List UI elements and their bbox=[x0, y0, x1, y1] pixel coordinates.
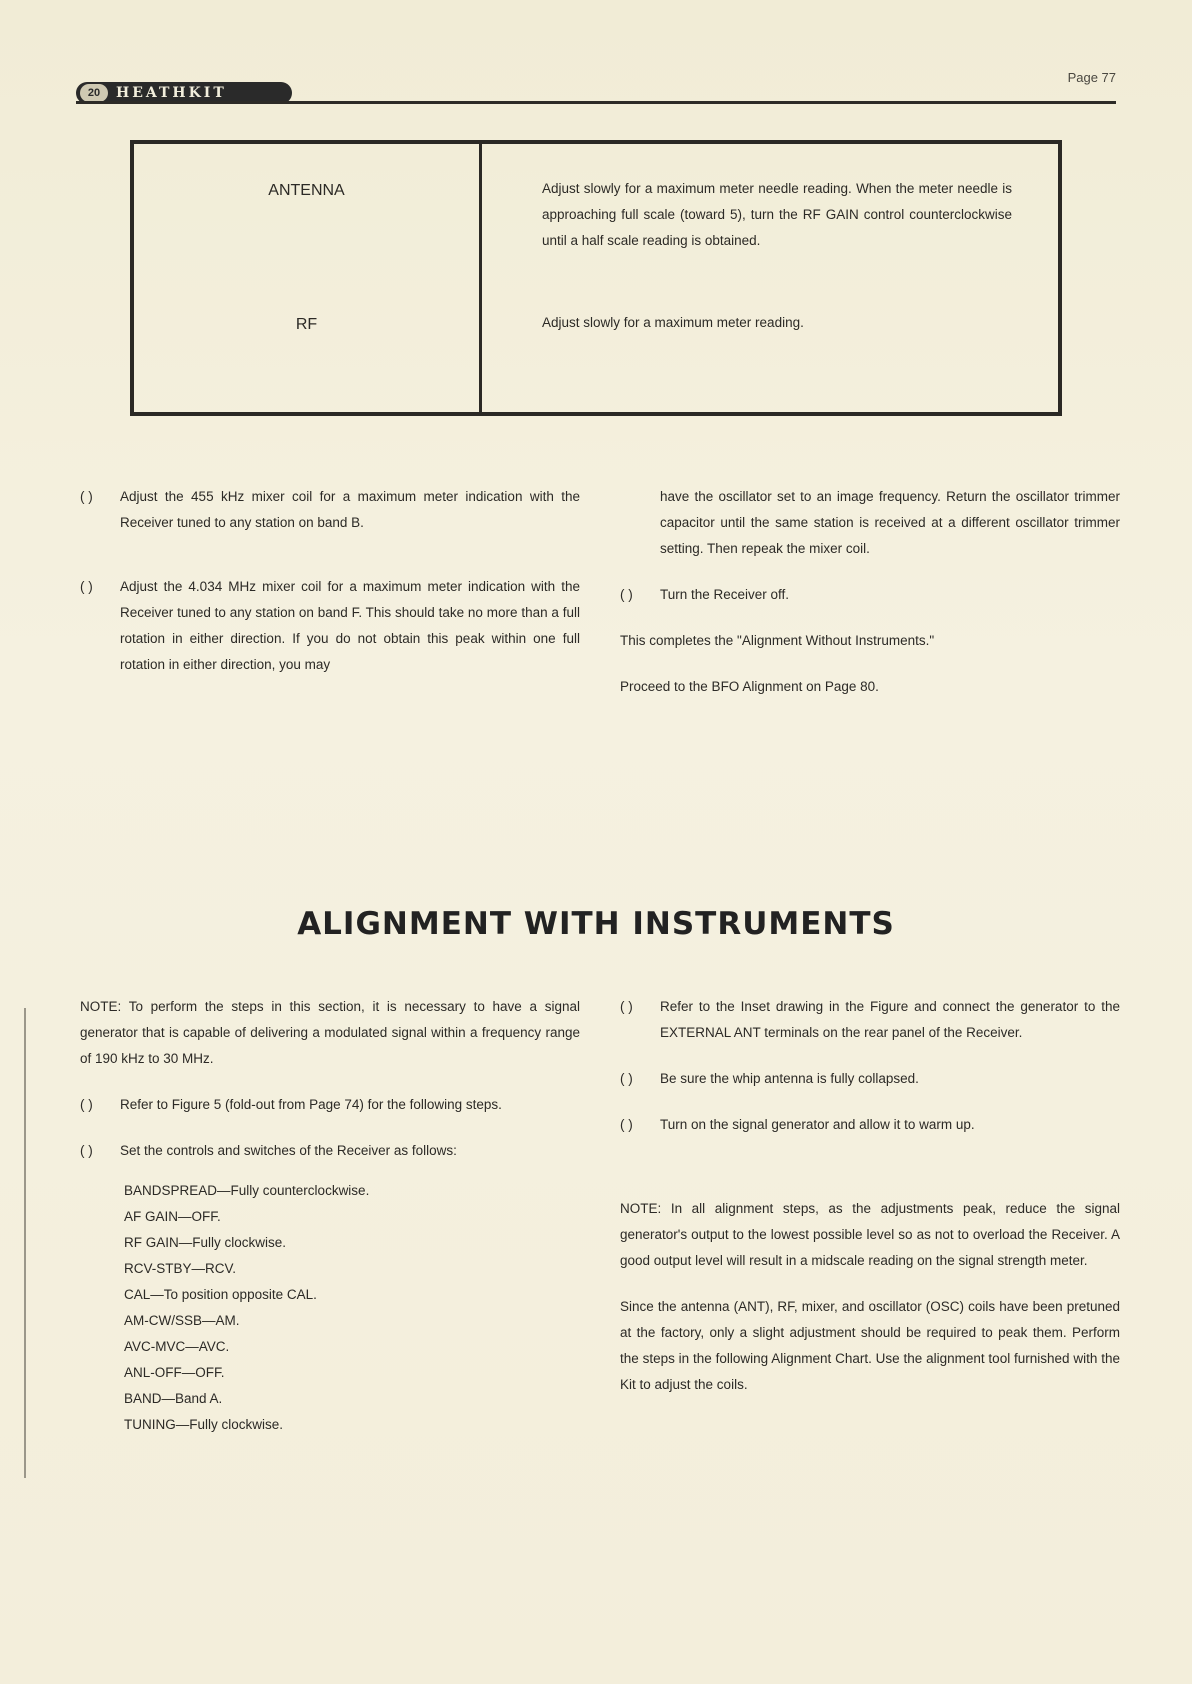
lower-right-column bbox=[620, 994, 1120, 1418]
completion-text: This completes the "Alignment Without Instruments." bbox=[620, 633, 935, 648]
step-text: Refer to Figure 5 (fold-out from Page 74) for the following steps. bbox=[120, 1097, 502, 1112]
checkbox[interactable]: ( ) bbox=[620, 1071, 633, 1086]
step-item bbox=[620, 582, 1120, 608]
note-text: NOTE: To perform the steps in this section, it is necessary to have a signal generator that is capable of delivering a modulated signal within a frequency range of 190 kHz to 30 MHz. bbox=[80, 999, 580, 1066]
checkbox[interactable]: ( ) bbox=[620, 587, 633, 602]
control-setting: ANL-OFF—OFF. bbox=[124, 1365, 225, 1380]
upper-right-column bbox=[620, 484, 1120, 720]
control-setting: BANDSPREAD—Fully counterclockwise. bbox=[124, 1183, 370, 1198]
table-divider bbox=[479, 144, 482, 412]
control-setting: AF GAIN—OFF. bbox=[124, 1209, 221, 1224]
table-row-label: RF bbox=[295, 316, 318, 333]
section-title: ALIGNMENT WITH INSTRUMENTS bbox=[297, 906, 895, 942]
control-setting: BAND—Band A. bbox=[124, 1391, 223, 1406]
checkbox[interactable]: ( ) bbox=[620, 999, 633, 1014]
step-item bbox=[620, 1112, 1120, 1138]
step-text: Set the controls and switches of the Receiver as follows: bbox=[120, 1143, 457, 1158]
note-text: NOTE: In all alignment steps, as the adjustments peak, reduce the signal generator's output to the lowest possible level so as not to overload the Receiver. A good output level will result in a midscale reading on the signal strength meter. bbox=[620, 1201, 1120, 1268]
header-rule bbox=[76, 101, 1116, 104]
step-text: Turn on the signal generator and allow it to warm up. bbox=[660, 1117, 975, 1132]
step-item bbox=[80, 1092, 580, 1118]
proceed-text: Proceed to the BFO Alignment on Page 80. bbox=[620, 679, 879, 694]
alignment-table bbox=[130, 140, 1062, 416]
instruction-paragraph: Since the antenna (ANT), RF, mixer, and oscillator (OSC) coils have been pretuned at the factory, only a slight adjustment should be required to peak them. Perform the steps in the following Alignment Chart. Use the alignment tool furnished with the Kit to adjust the coils. bbox=[620, 1299, 1120, 1392]
control-setting: CAL—To position opposite CAL. bbox=[124, 1287, 317, 1302]
checkbox[interactable]: ( ) bbox=[620, 1117, 633, 1132]
step-text: Adjust the 4.034 MHz mixer coil for a maximum meter indication with the Receiver tuned to any station on band F. This should take no more than a full rotation in either direction. If you do not obtain this peak within one full rotation in either direction, you may bbox=[120, 579, 580, 672]
checkbox[interactable]: ( ) bbox=[80, 489, 93, 504]
checkbox[interactable]: ( ) bbox=[80, 1097, 93, 1112]
step-text: Refer to the Inset drawing in the Figure and connect the generator to the EXTERNAL ANT terminals on the rear panel of the Receiver. bbox=[660, 999, 1120, 1040]
control-setting: AVC-MVC—AVC. bbox=[124, 1339, 230, 1354]
control-setting: AM-CW/SSB—AM. bbox=[124, 1313, 240, 1328]
step-item bbox=[80, 484, 580, 536]
continuation-text: have the oscillator set to an image frequency. Return the oscillator trimmer capacitor until the same station is received at a different oscillator trimmer setting. Then repeak the mixer coil. bbox=[660, 489, 1120, 556]
control-setting: TUNING—Fully clockwise. bbox=[124, 1417, 284, 1432]
lower-left-column bbox=[80, 994, 580, 1438]
upper-left-column bbox=[80, 484, 580, 698]
table-row-label: ANTENNA bbox=[268, 182, 345, 199]
logo-badge: 20 bbox=[80, 84, 108, 102]
margin-mark bbox=[24, 1008, 26, 1478]
page-number: Page 77 bbox=[1067, 70, 1116, 85]
control-setting: RCV-STBY—RCV. bbox=[124, 1261, 237, 1276]
step-item bbox=[620, 1066, 1120, 1092]
step-text: Turn the Receiver off. bbox=[660, 587, 790, 602]
controls-list bbox=[80, 1178, 580, 1438]
step-text: Be sure the whip antenna is fully collapsed. bbox=[660, 1071, 919, 1086]
logo-text: HEATHKIT bbox=[116, 85, 227, 101]
step-text: Adjust the 455 kHz mixer coil for a maximum meter indication with the Receiver tuned to any station on band B. bbox=[120, 489, 580, 530]
control-setting: RF GAIN—Fully clockwise. bbox=[124, 1235, 287, 1250]
step-item bbox=[620, 994, 1120, 1046]
step-item bbox=[80, 1138, 580, 1164]
step-item bbox=[80, 574, 580, 678]
checkbox[interactable]: ( ) bbox=[80, 579, 93, 594]
table-row-description: Adjust slowly for a maximum meter reading. bbox=[542, 315, 804, 330]
table-row-description: Adjust slowly for a maximum meter needle reading. When the meter needle is approaching full scale (toward 5), turn the RF GAIN control counterclockwise until a half scale reading is obtained. bbox=[542, 181, 1012, 248]
checkbox[interactable]: ( ) bbox=[80, 1143, 93, 1158]
